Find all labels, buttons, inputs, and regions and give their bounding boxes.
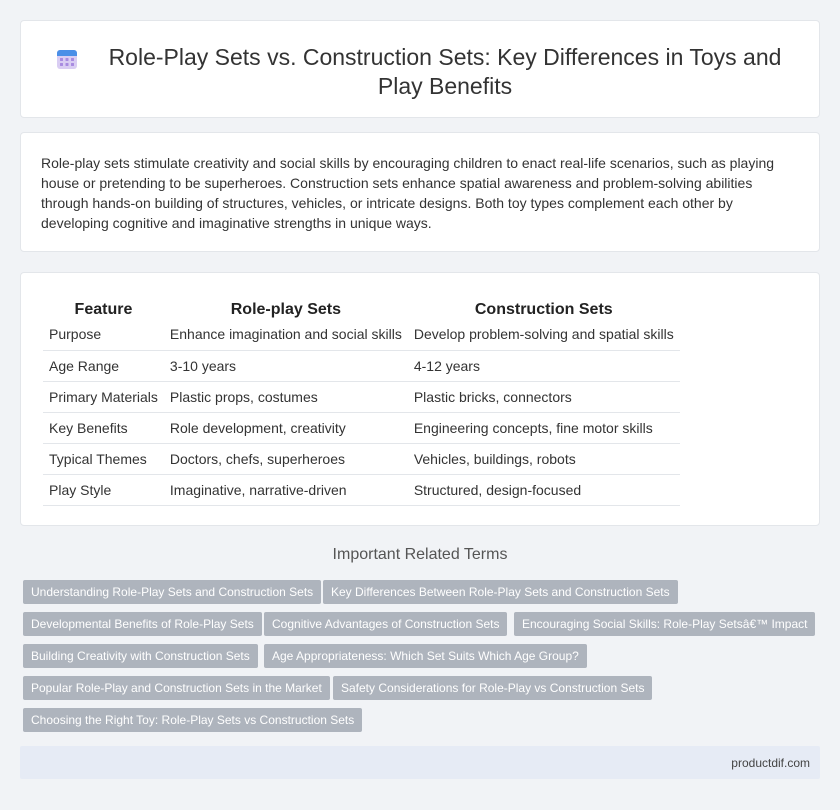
comparison-card (20, 272, 820, 526)
table-cell: Enhance imagination and social skills (164, 319, 408, 350)
related-terms-title: Important Related Terms (332, 546, 508, 563)
table-cell: Plastic props, costumes (164, 381, 408, 412)
table-row (43, 474, 680, 505)
column-header: Feature (74, 301, 133, 318)
related-term-tag[interactable]: Building Creativity with Construction Sets (23, 644, 258, 668)
table-cell: Age Range (43, 350, 164, 381)
table-row (43, 412, 680, 443)
header-card (20, 20, 820, 118)
table-cell: Develop problem-solving and spatial skills (408, 319, 680, 350)
related-term-tag[interactable]: Developmental Benefits of Role-Play Sets (23, 612, 262, 636)
related-term-tag[interactable]: Understanding Role-Play Sets and Construction Sets (23, 580, 321, 604)
table-cell: Engineering concepts, fine motor skills (408, 412, 680, 443)
page-title: Role-Play Sets vs. Construction Sets: Key Differences in Toys and Play Benefits (108, 44, 782, 99)
table-cell: Play Style (43, 474, 164, 505)
table-cell: Typical Themes (43, 443, 164, 474)
footer-site-link[interactable]: productdif.com (731, 756, 810, 770)
related-term-tag[interactable]: Key Differences Between Role-Play Sets and Construction Sets (323, 580, 678, 604)
table-cell: Structured, design-focused (408, 474, 680, 505)
comparison-table (43, 295, 680, 506)
summary-card (20, 132, 820, 252)
table-row (43, 443, 680, 474)
table-cell: Role development, creativity (164, 412, 408, 443)
table-cell: Doctors, chefs, superheroes (164, 443, 408, 474)
table-cell: Plastic bricks, connectors (408, 381, 680, 412)
footer (20, 746, 820, 779)
column-header: Role-play Sets (230, 301, 341, 318)
related-term-tag[interactable]: Age Appropriateness: Which Set Suits Which Age Group? (264, 644, 587, 668)
related-term-tag[interactable]: Popular Role-Play and Construction Sets in the Market (23, 676, 330, 700)
related-term-tag[interactable]: Choosing the Right Toy: Role-Play Sets vs Construction Sets (23, 708, 362, 732)
column-header: Construction Sets (474, 301, 613, 318)
table-cell: 3-10 years (164, 350, 408, 381)
table-row (43, 319, 680, 350)
table-header-row (43, 295, 680, 319)
calendar-icon (55, 47, 79, 71)
table-row (43, 350, 680, 381)
summary-text: Role-play sets stimulate creativity and social skills by encouraging children to enact real-life scenarios, such as playing house or pretending to be superheroes. Construction sets enhance spatial awareness and problem-solving abilities through hands-on building of structures, vehicles, or intricate designs. Both toy types complement each other by developing cognitive and imaginative strengths in unique ways. (41, 155, 775, 231)
related-term-tag[interactable]: Cognitive Advantages of Construction Sets (264, 612, 507, 636)
table-cell: 4-12 years (408, 350, 680, 381)
related-term-tag[interactable]: Safety Considerations for Role-Play vs Construction Sets (333, 676, 652, 700)
table-cell: Key Benefits (43, 412, 164, 443)
table-cell: Imaginative, narrative-driven (164, 474, 408, 505)
table-cell: Purpose (43, 319, 164, 350)
related-term-tag[interactable]: Encouraging Social Skills: Role-Play Setsâ€™ Impact (514, 612, 815, 636)
table-cell: Primary Materials (43, 381, 164, 412)
table-row (43, 381, 680, 412)
table-cell: Vehicles, buildings, robots (408, 443, 680, 474)
